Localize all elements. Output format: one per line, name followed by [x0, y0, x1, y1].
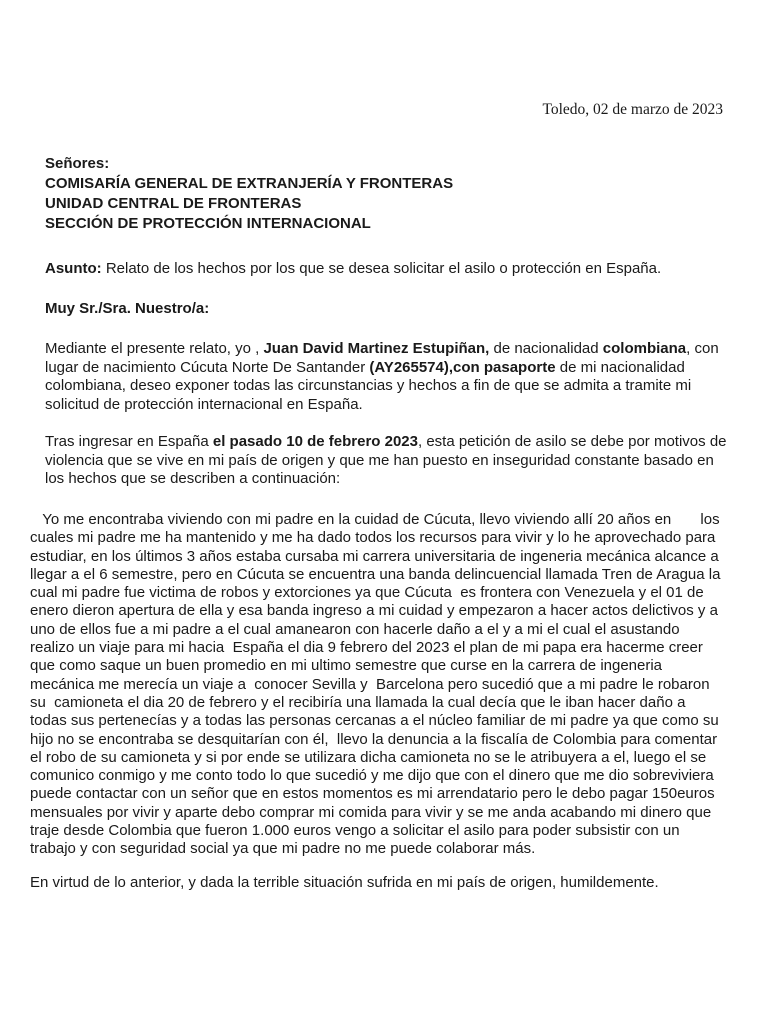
text-run: , esta petición de asilo se debe por motivos de: [417, 433, 727, 450]
passport-number: (AY265574),con pasaporte: [369, 358, 556, 376]
paragraph-line: solicitud de protección internacional en España.: [45, 396, 363, 414]
paragraph-line: [45, 359, 735, 378]
paragraph-line: colombiana, deseo exponer todas las circunstancias y hechos a fin de que se admita a tramite mi: [45, 377, 692, 395]
subject-line: [45, 259, 735, 279]
letter-date: Toledo, 02 de marzo de 2023: [542, 101, 723, 118]
paragraph-line: traje desde Colombia que fueron 1.000 euros vengo a solicitar el asilo para poder subsistir con un: [30, 822, 680, 840]
paragraph-line: puede contactar con un señor que en estos momentos es mi arrendatario pero le debo pagar 150euros: [30, 785, 715, 803]
text-run: lugar de nacimiento Cúcuta Norte De Santander: [45, 358, 370, 376]
recipient-line: SECCIÓN DE PROTECCIÓN INTERNACIONAL: [45, 215, 371, 232]
paragraph-line: trabajo y con seguridad social ya que mi padre no me puede colaborar más.: [30, 840, 536, 858]
subject-label: Asunto:: [45, 260, 102, 277]
paragraph-line: violencia que se vive en mi país de origen y que me han puesto en inseguridad constante basado en: [45, 451, 714, 469]
text-run: de nacionalidad: [489, 340, 603, 357]
paragraph-line: comunico conmigo y me conto todo lo que sucedió y me dijo que con el dinero que me dio sobreviviera: [30, 767, 714, 785]
paragraph-line: mecánica me merecía un viaje a conocer Sevilla y Barcelona pero sucedió que a mi padre le robaron: [30, 675, 710, 693]
nationality: colombiana: [602, 340, 687, 357]
paragraph-line: [45, 340, 735, 359]
paragraph-line: realizo un viaje para mi hacia España el dia 9 febrero del 2023 el plan de mi papa era hacerme creer: [30, 639, 703, 657]
paragraph-line: mensuales por vivir y aparte debo comprar mi comida para vivir y se me anda acabando mi dinero que: [30, 803, 712, 821]
paragraph-closing: En virtud de lo anterior, y dada la terrible situación sufrida en mi país de origen, humildemente.: [30, 874, 659, 891]
recipient-line: Señores:: [45, 155, 110, 172]
paragraph-line: enero dieron apertura de ella y esa banda ingreso a mi cuidad y empezaron a hacer actos delictivos y a: [30, 602, 718, 620]
paragraph-account: [30, 511, 750, 859]
paragraph-line: estudiar, en los últimos 3 años estaba cursaba mi carrera universitaria de ingeneria mecánica alcance a: [30, 547, 719, 565]
paragraph-line: hijo no se encontraba se desquitarían con él, llevo la denuncia a la fiscalía de Colombia para comentar: [30, 730, 718, 748]
paragraph-line: los hechos que se describen a continuación:: [45, 470, 341, 488]
text-run: , con: [686, 340, 719, 357]
arrival-date: el pasado 10 de febrero 2023: [212, 433, 418, 450]
paragraph-line: que como saque un buen promedio en mi ultimo semestre que curse en la carrera de ingeneria: [30, 657, 663, 675]
paragraph-line: cuales mi padre me ha mantenido y me ha dado todos los recursos para vivir y lo he aprovechado para: [30, 529, 716, 547]
paragraph-line: su camioneta el dia 20 de febrero y el recibiría una llamada la cual decía que le iban hacer daño a: [30, 693, 686, 711]
paragraph-arrival: [45, 433, 735, 489]
paragraph-line: el robo de su camioneta y si por ende se utilizara dicha camioneta no se le atribuyera a el, luego el se: [30, 748, 707, 766]
applicant-name: Juan David Martinez Estupiñan,: [263, 340, 490, 357]
paragraph-line: llegar a el 6 semestre, pero en Cúcuta se encuentra una banda delincuencial llamada Tren de Aragua la: [30, 565, 721, 583]
paragraph-line: [45, 433, 735, 452]
recipient-line: COMISARÍA GENERAL DE EXTRANJERÍA Y FRONTERAS: [45, 175, 454, 192]
text-run: Tras ingresar en España: [45, 433, 213, 450]
paragraph-line: Yo me encontraba viviendo con mi padre en la cuidad de Cúcuta, llevo viviendo allí 20 años en los: [30, 511, 720, 528]
subject-text: Relato de los hechos por los que se desea solicitar el asilo o protección en España.: [101, 260, 662, 277]
paragraph-line: uno de ellos fue a mi padre a el cual amanearon con hacerle daño a el y a mi el cual el asustando: [30, 620, 680, 638]
recipient-line: UNIDAD CENTRAL DE FRONTERAS: [45, 195, 302, 212]
recipients-block: [45, 154, 735, 234]
paragraph-intro: [45, 340, 735, 415]
salutation: Muy Sr./Sra. Nuestro/a:: [45, 300, 210, 317]
text-run: de mi nacionalidad: [555, 358, 685, 376]
text-run: Mediante el presente relato, yo ,: [45, 340, 264, 357]
paragraph-line: todas sus pertenecías y a todas las personas cercanas a el núcleo familiar de mi padre ya que como su: [30, 712, 719, 730]
paragraph-line: cual mi padre fue victima de robos y extorciones ya que Cúcuta es frontera con Venezuela y el 01 de: [30, 584, 704, 602]
